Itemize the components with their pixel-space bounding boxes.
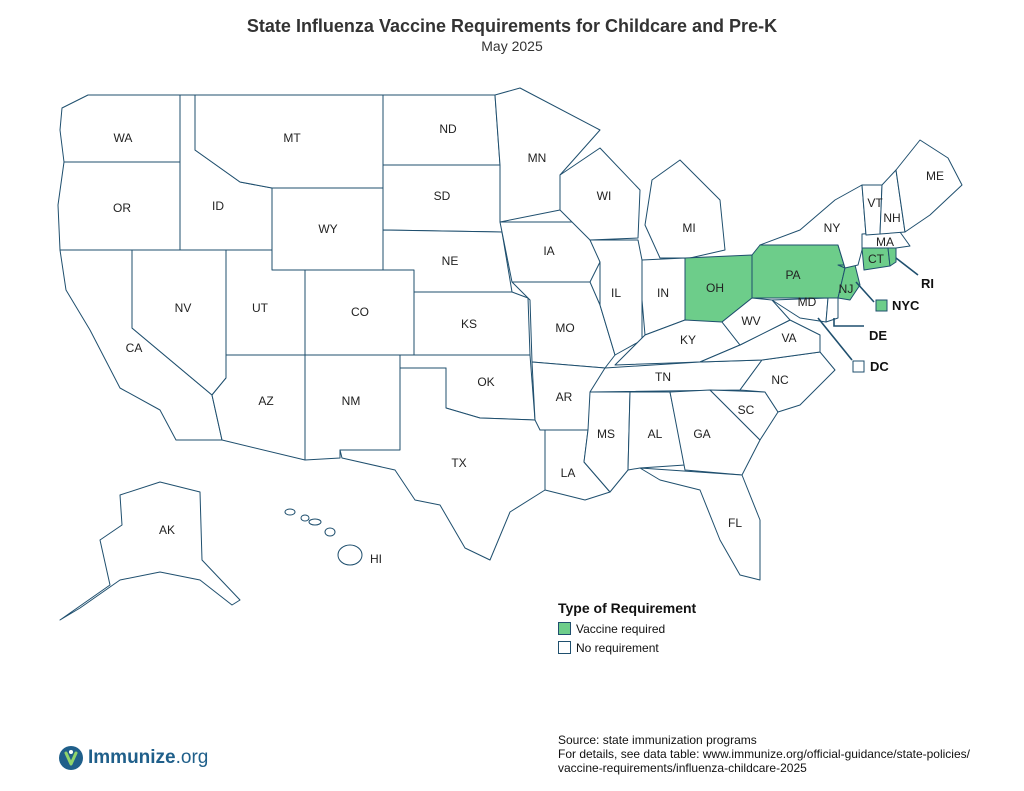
- label-ut: UT: [252, 301, 268, 315]
- legend-title: Type of Requirement: [558, 600, 697, 616]
- label-wa: WA: [113, 131, 133, 145]
- label-il: IL: [610, 286, 622, 300]
- label-ny: NY: [823, 221, 841, 235]
- callout-de-label: DE: [869, 328, 888, 343]
- map-title: State Influenza Vaccine Requirements for Childcare and Pre-K: [246, 16, 778, 36]
- label-nj: NJ: [838, 282, 854, 296]
- map-subtitle: May 2025: [481, 38, 543, 54]
- callout-nyc-swatch: [876, 300, 887, 311]
- label-mt: MT: [283, 131, 301, 145]
- label-mi: MI: [682, 221, 696, 235]
- callout-nyc-label: NYC: [892, 298, 920, 313]
- label-tn: TN: [655, 370, 671, 384]
- label-wy: WY: [318, 222, 338, 236]
- callout-line-de: [834, 318, 864, 326]
- label-al: AL: [647, 427, 663, 441]
- label-md: MD: [797, 295, 817, 309]
- source-line-2[interactable]: For details, see data table: www.immunize.org/official-guidance/state-policies/: [558, 747, 970, 761]
- state-vt[interactable]: [862, 185, 882, 235]
- label-az: AZ: [258, 394, 274, 408]
- callout-line-nyc: [856, 282, 874, 302]
- label-nd: ND: [439, 122, 457, 136]
- label-nm: NM: [341, 394, 361, 408]
- legend-label-required: Vaccine required: [576, 621, 666, 636]
- label-ak: AK: [158, 523, 176, 537]
- label-ca: CA: [125, 341, 143, 355]
- label-ok: OK: [477, 375, 495, 389]
- label-ar: AR: [555, 390, 573, 404]
- label-sd: SD: [433, 189, 451, 203]
- label-wv: WV: [741, 314, 761, 328]
- label-in: IN: [657, 286, 669, 300]
- label-ks: KS: [460, 317, 478, 331]
- logo-main: Immunize: [88, 747, 176, 768]
- legend-swatch-none: [558, 641, 571, 654]
- state-de[interactable]: [826, 298, 838, 322]
- label-mn: MN: [527, 151, 547, 165]
- callout-dc-label: DC: [870, 359, 889, 374]
- legend-swatch-required: [558, 622, 571, 635]
- state-wa[interactable]: [60, 95, 180, 162]
- label-ct: CT: [868, 252, 884, 266]
- state-ri[interactable]: [888, 248, 896, 266]
- logo-suffix: .org: [175, 747, 209, 768]
- label-pa: PA: [785, 268, 801, 282]
- label-nv: NV: [174, 301, 192, 315]
- label-nc: NC: [771, 373, 789, 387]
- callout-dc-swatch: [853, 361, 864, 372]
- label-nh: NH: [883, 211, 901, 225]
- label-ky: KY: [679, 333, 697, 347]
- label-vt: VT: [867, 196, 883, 210]
- logo-wordmark: [88, 747, 208, 769]
- state-mi[interactable]: [645, 160, 725, 258]
- label-or: OR: [113, 201, 131, 215]
- legend-item-required: [558, 620, 696, 637]
- state-hi[interactable]: [285, 509, 362, 565]
- legend-item-none: [558, 639, 696, 656]
- state-ak[interactable]: [60, 482, 240, 620]
- source-note: [558, 733, 970, 775]
- logo-icon: [58, 745, 84, 771]
- label-ma: MA: [876, 235, 894, 249]
- legend-label-none: No requirement: [576, 640, 659, 655]
- label-co: CO: [351, 305, 369, 319]
- label-fl: FL: [727, 516, 743, 530]
- label-ia: IA: [543, 244, 555, 258]
- label-hi: HI: [370, 552, 382, 566]
- legend: [558, 600, 696, 656]
- label-ne: NE: [441, 254, 459, 268]
- label-wi: WI: [596, 189, 612, 203]
- label-ms: MS: [597, 427, 615, 441]
- source-line-3[interactable]: vaccine-requirements/influenza-childcare-2025: [558, 761, 807, 775]
- label-tx: TX: [451, 456, 467, 470]
- source-line-1: Source: state immunization programs: [558, 733, 757, 747]
- callout-ri-label: RI: [921, 276, 934, 291]
- callout-line-dc: [818, 318, 852, 360]
- label-id: ID: [212, 199, 224, 213]
- label-sc: SC: [737, 403, 755, 417]
- callout-line-ri: [896, 258, 918, 275]
- label-oh: OH: [706, 281, 724, 295]
- label-mo: MO: [555, 321, 575, 335]
- label-va: VA: [781, 331, 797, 345]
- state-me[interactable]: [896, 140, 962, 232]
- label-me: ME: [926, 169, 944, 183]
- label-ga: GA: [693, 427, 711, 441]
- label-la: LA: [560, 466, 576, 480]
- immunize-logo[interactable]: [58, 745, 208, 771]
